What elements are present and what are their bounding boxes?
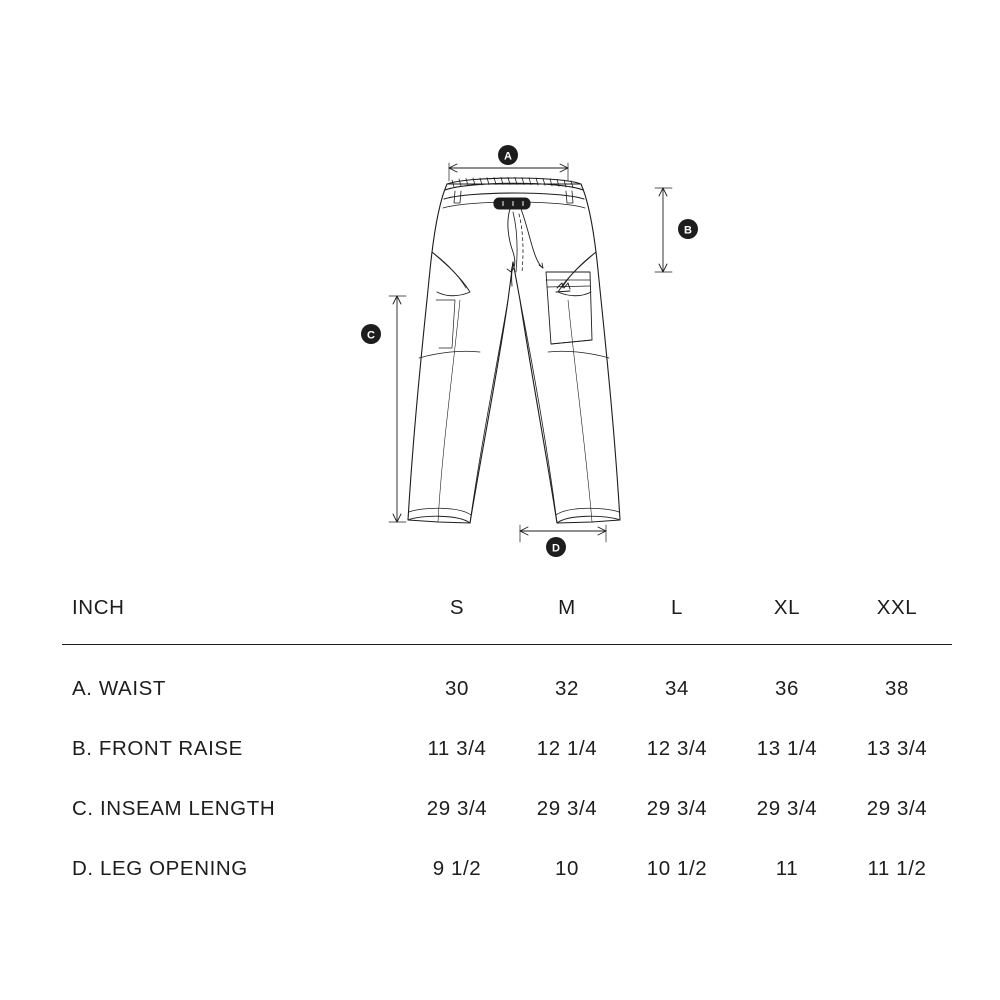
row-label-inseam-length: C. INSEAM LENGTH <box>72 797 276 820</box>
table-row <box>62 835 952 895</box>
size-header-s: S <box>449 596 465 619</box>
svg-text:D: D <box>552 542 560 555</box>
size-header-l: L <box>670 596 683 619</box>
cell-inseam-xl: 29 3/4 <box>756 797 818 820</box>
cell-waist-s: 30 <box>444 677 469 700</box>
cell-leg-opening-xxl: 11 1/2 <box>867 857 927 880</box>
cell-front-raise-xl: 13 1/4 <box>756 737 818 760</box>
svg-text:C: C <box>367 329 375 342</box>
size-header-m: M <box>558 596 576 619</box>
svg-text:A: A <box>504 150 512 163</box>
unit-header: INCH <box>72 596 125 619</box>
measurements-table <box>62 588 952 895</box>
cell-leg-opening-m: 10 <box>554 857 579 880</box>
cell-front-raise-s: 11 3/4 <box>427 737 487 760</box>
size-header-xxl: XXL <box>876 596 918 619</box>
cell-front-raise-l: 12 3/4 <box>646 737 708 760</box>
cell-waist-xl: 36 <box>774 677 799 700</box>
row-label-front-raise: B. FRONT RAISE <box>72 737 243 760</box>
row-label-leg-opening: D. LEG OPENING <box>72 857 248 880</box>
callout-b <box>678 219 698 239</box>
size-chart-table <box>62 588 942 895</box>
cell-leg-opening-s: 9 1/2 <box>432 857 482 880</box>
size-header-xl: XL <box>773 596 801 619</box>
cell-inseam-s: 29 3/4 <box>426 797 488 820</box>
cell-waist-xxl: 38 <box>884 677 909 700</box>
svg-text:B: B <box>684 224 692 237</box>
callout-a <box>498 145 518 165</box>
callout-c <box>361 324 381 344</box>
table-row <box>62 645 952 716</box>
table-row <box>62 775 952 835</box>
cell-front-raise-xxl: 13 3/4 <box>866 737 928 760</box>
cell-leg-opening-xl: 11 <box>775 857 799 880</box>
table-header <box>62 588 952 645</box>
cell-leg-opening-l: 10 1/2 <box>646 857 708 880</box>
cell-waist-m: 32 <box>554 677 579 700</box>
callout-d <box>546 537 566 557</box>
table-body <box>62 645 952 896</box>
cell-front-raise-m: 12 1/4 <box>536 737 598 760</box>
cell-inseam-m: 29 3/4 <box>536 797 598 820</box>
table-row <box>62 715 952 775</box>
cell-waist-l: 34 <box>664 677 689 700</box>
table-header-row <box>62 588 952 645</box>
row-label-waist: A. WAIST <box>72 677 167 700</box>
cell-inseam-xxl: 29 3/4 <box>866 797 928 820</box>
cell-inseam-l: 29 3/4 <box>646 797 708 820</box>
